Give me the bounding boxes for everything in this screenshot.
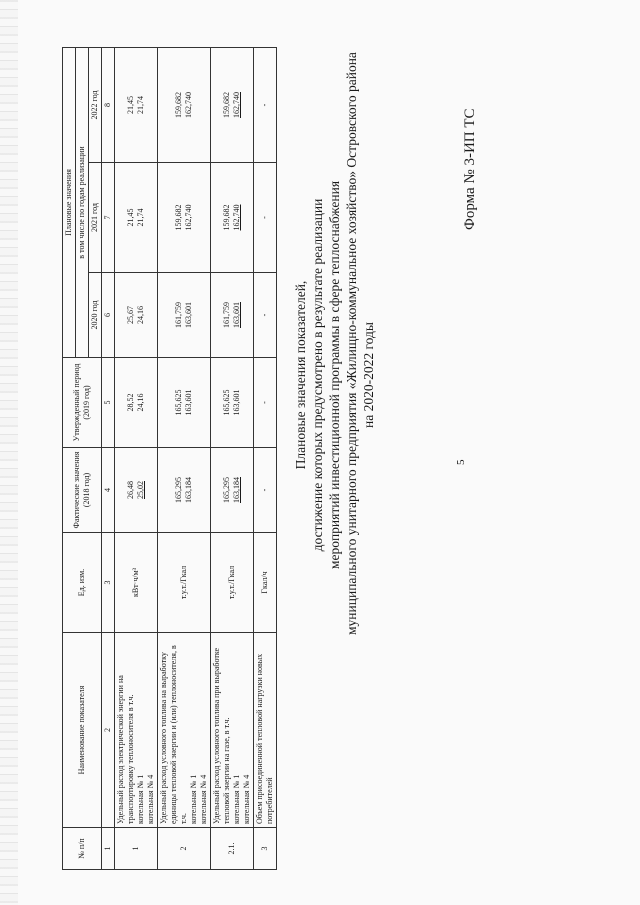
row-unit: Гкал/ч: [254, 533, 277, 633]
col-number: 4: [102, 448, 115, 533]
row-2022: [115, 47, 158, 162]
heading-line-4: муниципального унитарного предприятия «Жилищно-коммунальное хозяйство» Островского района: [344, 52, 359, 635]
value: 163,601: [184, 302, 193, 328]
row-2021: [158, 163, 211, 273]
indicators-table: [62, 47, 277, 870]
header-2020: 2020 год: [89, 273, 102, 358]
value: 165,295: [222, 477, 231, 503]
row-2022: -: [254, 47, 277, 162]
row-name-line: Удельный расход условного топлива на выработку единицы тепловой энергии и (или) теплоносителя, в т.ч.: [159, 645, 188, 824]
row-name-line: котельная № 1: [232, 774, 241, 824]
value: 162,740: [232, 204, 241, 231]
row-2021: [115, 163, 158, 273]
heading-line-1: Плановые значения показателей,: [293, 280, 308, 470]
row-num: 1: [115, 828, 158, 870]
row-name: [211, 633, 254, 828]
value: 165,625: [174, 389, 183, 416]
value: 159,682: [174, 92, 183, 118]
header-row-1: [63, 47, 76, 869]
row-unit: т.у.т./Гкал: [158, 533, 211, 633]
value: 21,74: [136, 208, 145, 227]
row-approved: -: [254, 358, 277, 448]
value: 163,601: [232, 302, 241, 328]
heading-line-3: мероприятий инвестиционной программы в сфере теплоснабжения: [327, 180, 342, 570]
row-2020: [115, 273, 158, 358]
document-heading: [292, 52, 377, 635]
row-name-line: Объем присоединенной тепловой нагрузки новых потребителей: [255, 653, 274, 824]
value: 163,601: [184, 389, 193, 416]
row-name-line: котельная № 1: [189, 774, 198, 824]
row-actual: [211, 448, 254, 533]
col-number: 1: [102, 828, 115, 870]
row-2020: [211, 273, 254, 358]
value: 161,759: [222, 302, 231, 328]
value: 21,74: [136, 96, 145, 114]
value: 25,02: [136, 481, 145, 499]
value: 28,52: [126, 393, 135, 412]
row-name-line: Удельный расход электрической энергии на транспортировку теплоносителя в т.ч.: [116, 675, 135, 824]
row-actual: -: [254, 448, 277, 533]
value: 162,740: [184, 204, 193, 231]
col-number: 5: [102, 358, 115, 448]
header-by-years: в том числе по годам реализации: [76, 47, 89, 357]
row-name-line: Удельный расход условного топлива при выработке тепловой энергии на газе, в т.ч.: [212, 647, 231, 824]
header-planned: Плановые значения: [63, 47, 76, 357]
row-actual: [158, 448, 211, 533]
row-unit: кВт·ч/м³: [115, 533, 158, 633]
row-2021: [211, 163, 254, 273]
table-row: [115, 47, 158, 869]
value: 159,682: [222, 92, 231, 118]
value: 163,184: [232, 477, 241, 503]
row-actual: [115, 448, 158, 533]
column-number-row: [102, 47, 115, 869]
header-2022: 2022 год: [89, 47, 102, 162]
row-unit: т.у.т./Гкал: [211, 533, 254, 633]
col-number: 8: [102, 47, 115, 162]
heading-line-2: достижение которых предусмотрено в результате реализации: [310, 198, 325, 552]
row-name-line: котельная № 4: [199, 774, 208, 824]
row-2021: -: [254, 163, 277, 273]
value: 163,184: [184, 477, 193, 503]
value: 21,45: [126, 208, 135, 227]
row-name: [158, 633, 211, 828]
value: 24,16: [136, 306, 145, 324]
value: 163,601: [232, 389, 241, 416]
value: 159,682: [174, 204, 183, 231]
row-2022: [211, 47, 254, 162]
row-2022: [158, 47, 211, 162]
header-unit: Ед. изм.: [63, 533, 102, 633]
page-number: 5: [455, 459, 467, 465]
heading-line-5: на 2020-2022 годы: [361, 322, 376, 428]
row-name-line: котельная № 4: [146, 774, 155, 824]
row-name-line: котельная № 1: [136, 774, 145, 824]
table-row: [211, 47, 254, 869]
value: 25,67: [126, 306, 135, 324]
header-name: Наименование показателя: [63, 633, 102, 828]
row-2020: -: [254, 273, 277, 358]
header-approved: Утвержденный период (2019 год): [63, 358, 102, 448]
col-number: 7: [102, 163, 115, 273]
table-row: [158, 47, 211, 869]
row-num: 3: [254, 828, 277, 870]
col-number: 6: [102, 273, 115, 358]
form-title: Форма № 3-ИП ТС: [462, 108, 478, 230]
table-row: [254, 47, 277, 869]
row-approved: [211, 358, 254, 448]
value: 162,740: [232, 92, 241, 118]
row-num: 2: [158, 828, 211, 870]
row-2020: [158, 273, 211, 358]
header-actual: Фактические значения (2018 год): [63, 448, 102, 533]
row-name-line: котельная № 4: [242, 774, 251, 824]
header-2021: 2021 год: [89, 163, 102, 273]
value: 165,625: [222, 389, 231, 416]
row-name: [115, 633, 158, 828]
value: 24,16: [136, 393, 145, 412]
col-number: 3: [102, 533, 115, 633]
value: 162,740: [184, 92, 193, 118]
value: 21,45: [126, 96, 135, 114]
value: 159,682: [222, 204, 231, 231]
value: 161,759: [174, 302, 183, 328]
header-num: № п/п: [63, 828, 102, 870]
row-num: 2.1.: [211, 828, 254, 870]
row-approved: [158, 358, 211, 448]
col-number: 2: [102, 633, 115, 828]
value: 26,48: [126, 481, 135, 499]
row-approved: [115, 358, 158, 448]
row-name: [254, 633, 277, 828]
value: 165,295: [174, 477, 183, 503]
